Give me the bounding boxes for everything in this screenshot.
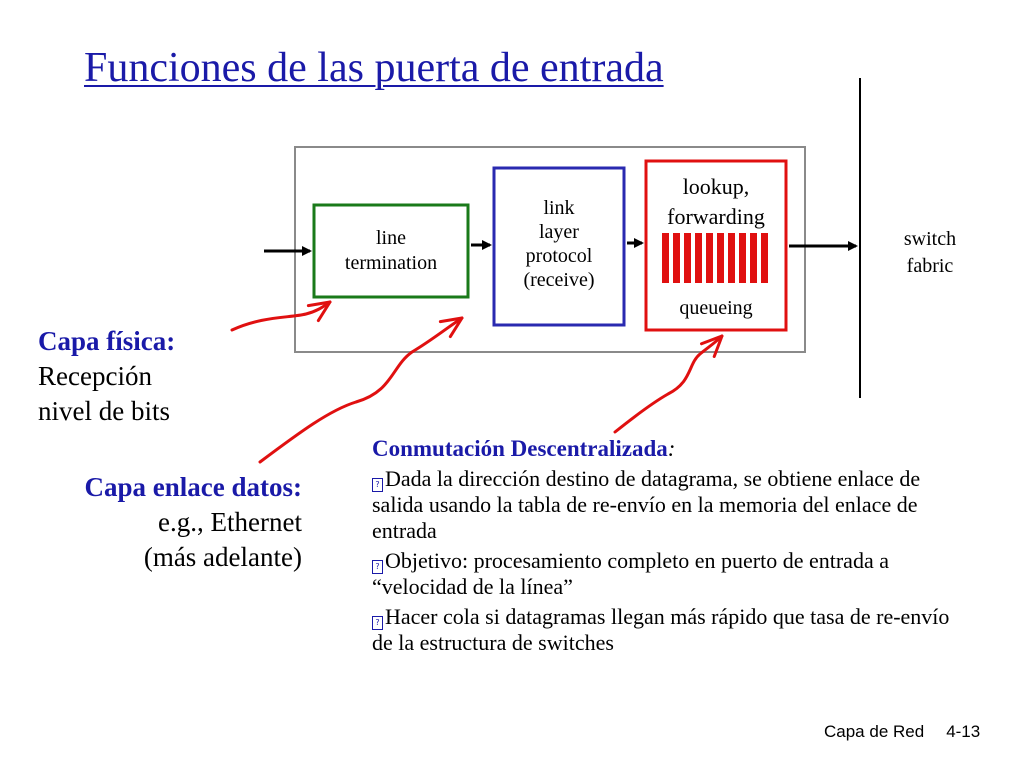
lookup-line1: lookup,	[682, 174, 750, 199]
bullet-icon: ?	[372, 560, 383, 574]
link-layer-line3: protocol	[525, 245, 593, 267]
capa-enlace-block	[22, 470, 302, 575]
footer-section: Capa de Red	[824, 722, 925, 741]
bullet-icon: ?	[372, 616, 383, 630]
bullet-text: Objetivo: procesamiento completo en puerto de entrada a “velocidad de la línea”	[372, 548, 889, 599]
capa-enlace-heading: Capa enlace datos:	[84, 472, 302, 502]
conmutacion-heading-text: Conmutación Descentralizada	[372, 436, 668, 461]
lookup-line2: forwarding	[667, 204, 765, 229]
bullet-item	[372, 466, 972, 544]
bullet-text: Dada la dirección destino de datagrama, se obtiene enlace de salida usando la tabla de re-envío en la memoria del enlace de entrada	[372, 466, 921, 543]
capa-fisica-heading: Capa física:	[38, 326, 176, 356]
line-termination-line2: termination	[344, 252, 438, 274]
capa-enlace-line1: e.g., Ethernet	[158, 507, 302, 537]
capa-enlace-line2: (más adelante)	[143, 542, 302, 572]
bullet-item	[372, 548, 972, 600]
bullet-text: Hacer cola si datagramas llegan más rápido que tasa de re-envío de la estructura de switches	[372, 604, 950, 655]
conmutacion-heading	[372, 432, 972, 466]
lookup-label	[646, 172, 786, 232]
capa-fisica-line1: Recepción	[38, 361, 152, 391]
link-layer-line1: link	[543, 197, 575, 219]
switch-fabric-line2: fabric	[906, 255, 954, 277]
capa-fisica-line2: nivel de bits	[38, 396, 170, 426]
footer-page-number: 4-13	[946, 722, 981, 741]
slide-footer	[824, 722, 980, 742]
switch-fabric-line1: switch	[903, 228, 957, 250]
switch-fabric-label	[880, 226, 980, 280]
conmutacion-block	[372, 432, 972, 660]
line-termination-label	[314, 226, 468, 276]
queueing-label: queueing	[679, 297, 753, 319]
capa-fisica-block	[38, 324, 175, 429]
conmutacion-colon: :	[667, 436, 676, 461]
page-title: Funciones de las puerta de entrada	[84, 45, 664, 91]
bullet-icon: ?	[372, 478, 383, 492]
bullet-item	[372, 604, 972, 656]
link-layer-label	[494, 196, 624, 292]
link-layer-line2: layer	[539, 221, 579, 243]
line-termination-line1: line	[376, 227, 406, 249]
link-layer-line4: (receive)	[523, 269, 595, 291]
